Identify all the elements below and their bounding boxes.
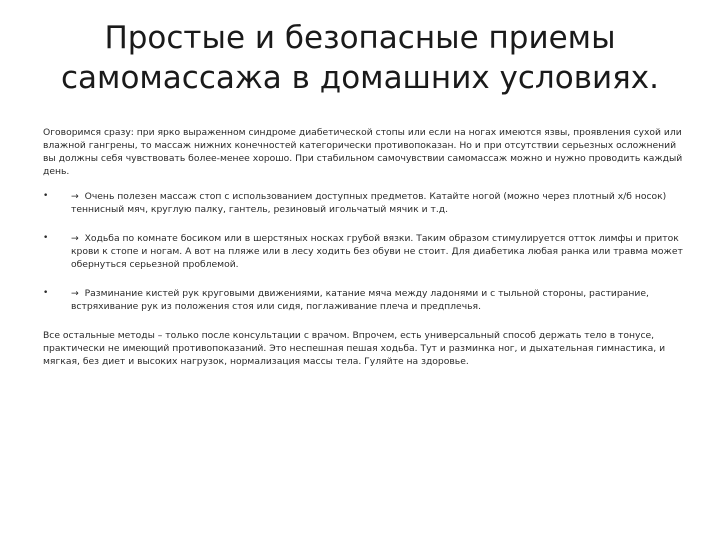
list-item (43, 190, 683, 216)
closing-paragraph: Все остальные методы – только после консультации с врачом. Впрочем, есть универсальный способ держать тело в тонусе, практически не имеющий противопоказаний. Это неспешная пешая ходьба. Тут и разминка ног, и дыхательная гимнастика, и мягкая, без диет и высоких нагрузок, нормализация массы тела. Гуляйте на здоровье. (43, 330, 666, 367)
bullet-marker: • (43, 191, 49, 201)
list-item (43, 232, 683, 271)
bullet-marker: • (43, 288, 49, 298)
page-title-line-1: Простые и безопасные приемы (104, 20, 616, 56)
page-title (20, 18, 700, 98)
bullet-list (43, 190, 683, 313)
bullet-text: Ходьба по комнате босиком или в шерстяных носках грубой вязки. Таким образом стимулируется отток лимфы и приток крови к стопе и ногам. А вот на пляже или в лесу ходить без обуви не стоит. Для диабетика любая ранка или травма может обернуться серьезной проблемой. (71, 233, 683, 270)
arrow-icon: → (71, 191, 79, 202)
intro-paragraph: Оговоримся сразу: при ярко выраженном синдроме диабетической стопы или если на ногах имеются язвы, проявления сухой или влажной гангрены, то массаж нижних конечностей категорически противопоказан. Но и при отсутствии серьезных осложнений вы должны себя чувствовать более-менее хорошо. При стабильном самочувствии самомассаж можно и нужно проводить каждый день. (43, 127, 683, 177)
bullet-marker: • (43, 233, 49, 243)
arrow-icon: → (71, 288, 79, 299)
page-title-line-2: самомассажа в домашних условиях. (61, 60, 659, 96)
content-body (43, 126, 683, 368)
bullet-text: Разминание кистей рук круговыми движениями, катание мяча между ладонями и с тыльной стороны, растирание, встряхивание рук из положения стоя или сидя, поглаживание плеча и предплечья. (71, 288, 649, 312)
list-item (43, 287, 683, 313)
arrow-icon: → (71, 233, 79, 244)
bullet-text: Очень полезен массаж стоп с использованием доступных предметов. Катайте ногой (можно через плотный х/б носок) теннисный мяч, круглую палку, гантель, резиновый игольчатый мячик и т.д. (71, 191, 667, 215)
